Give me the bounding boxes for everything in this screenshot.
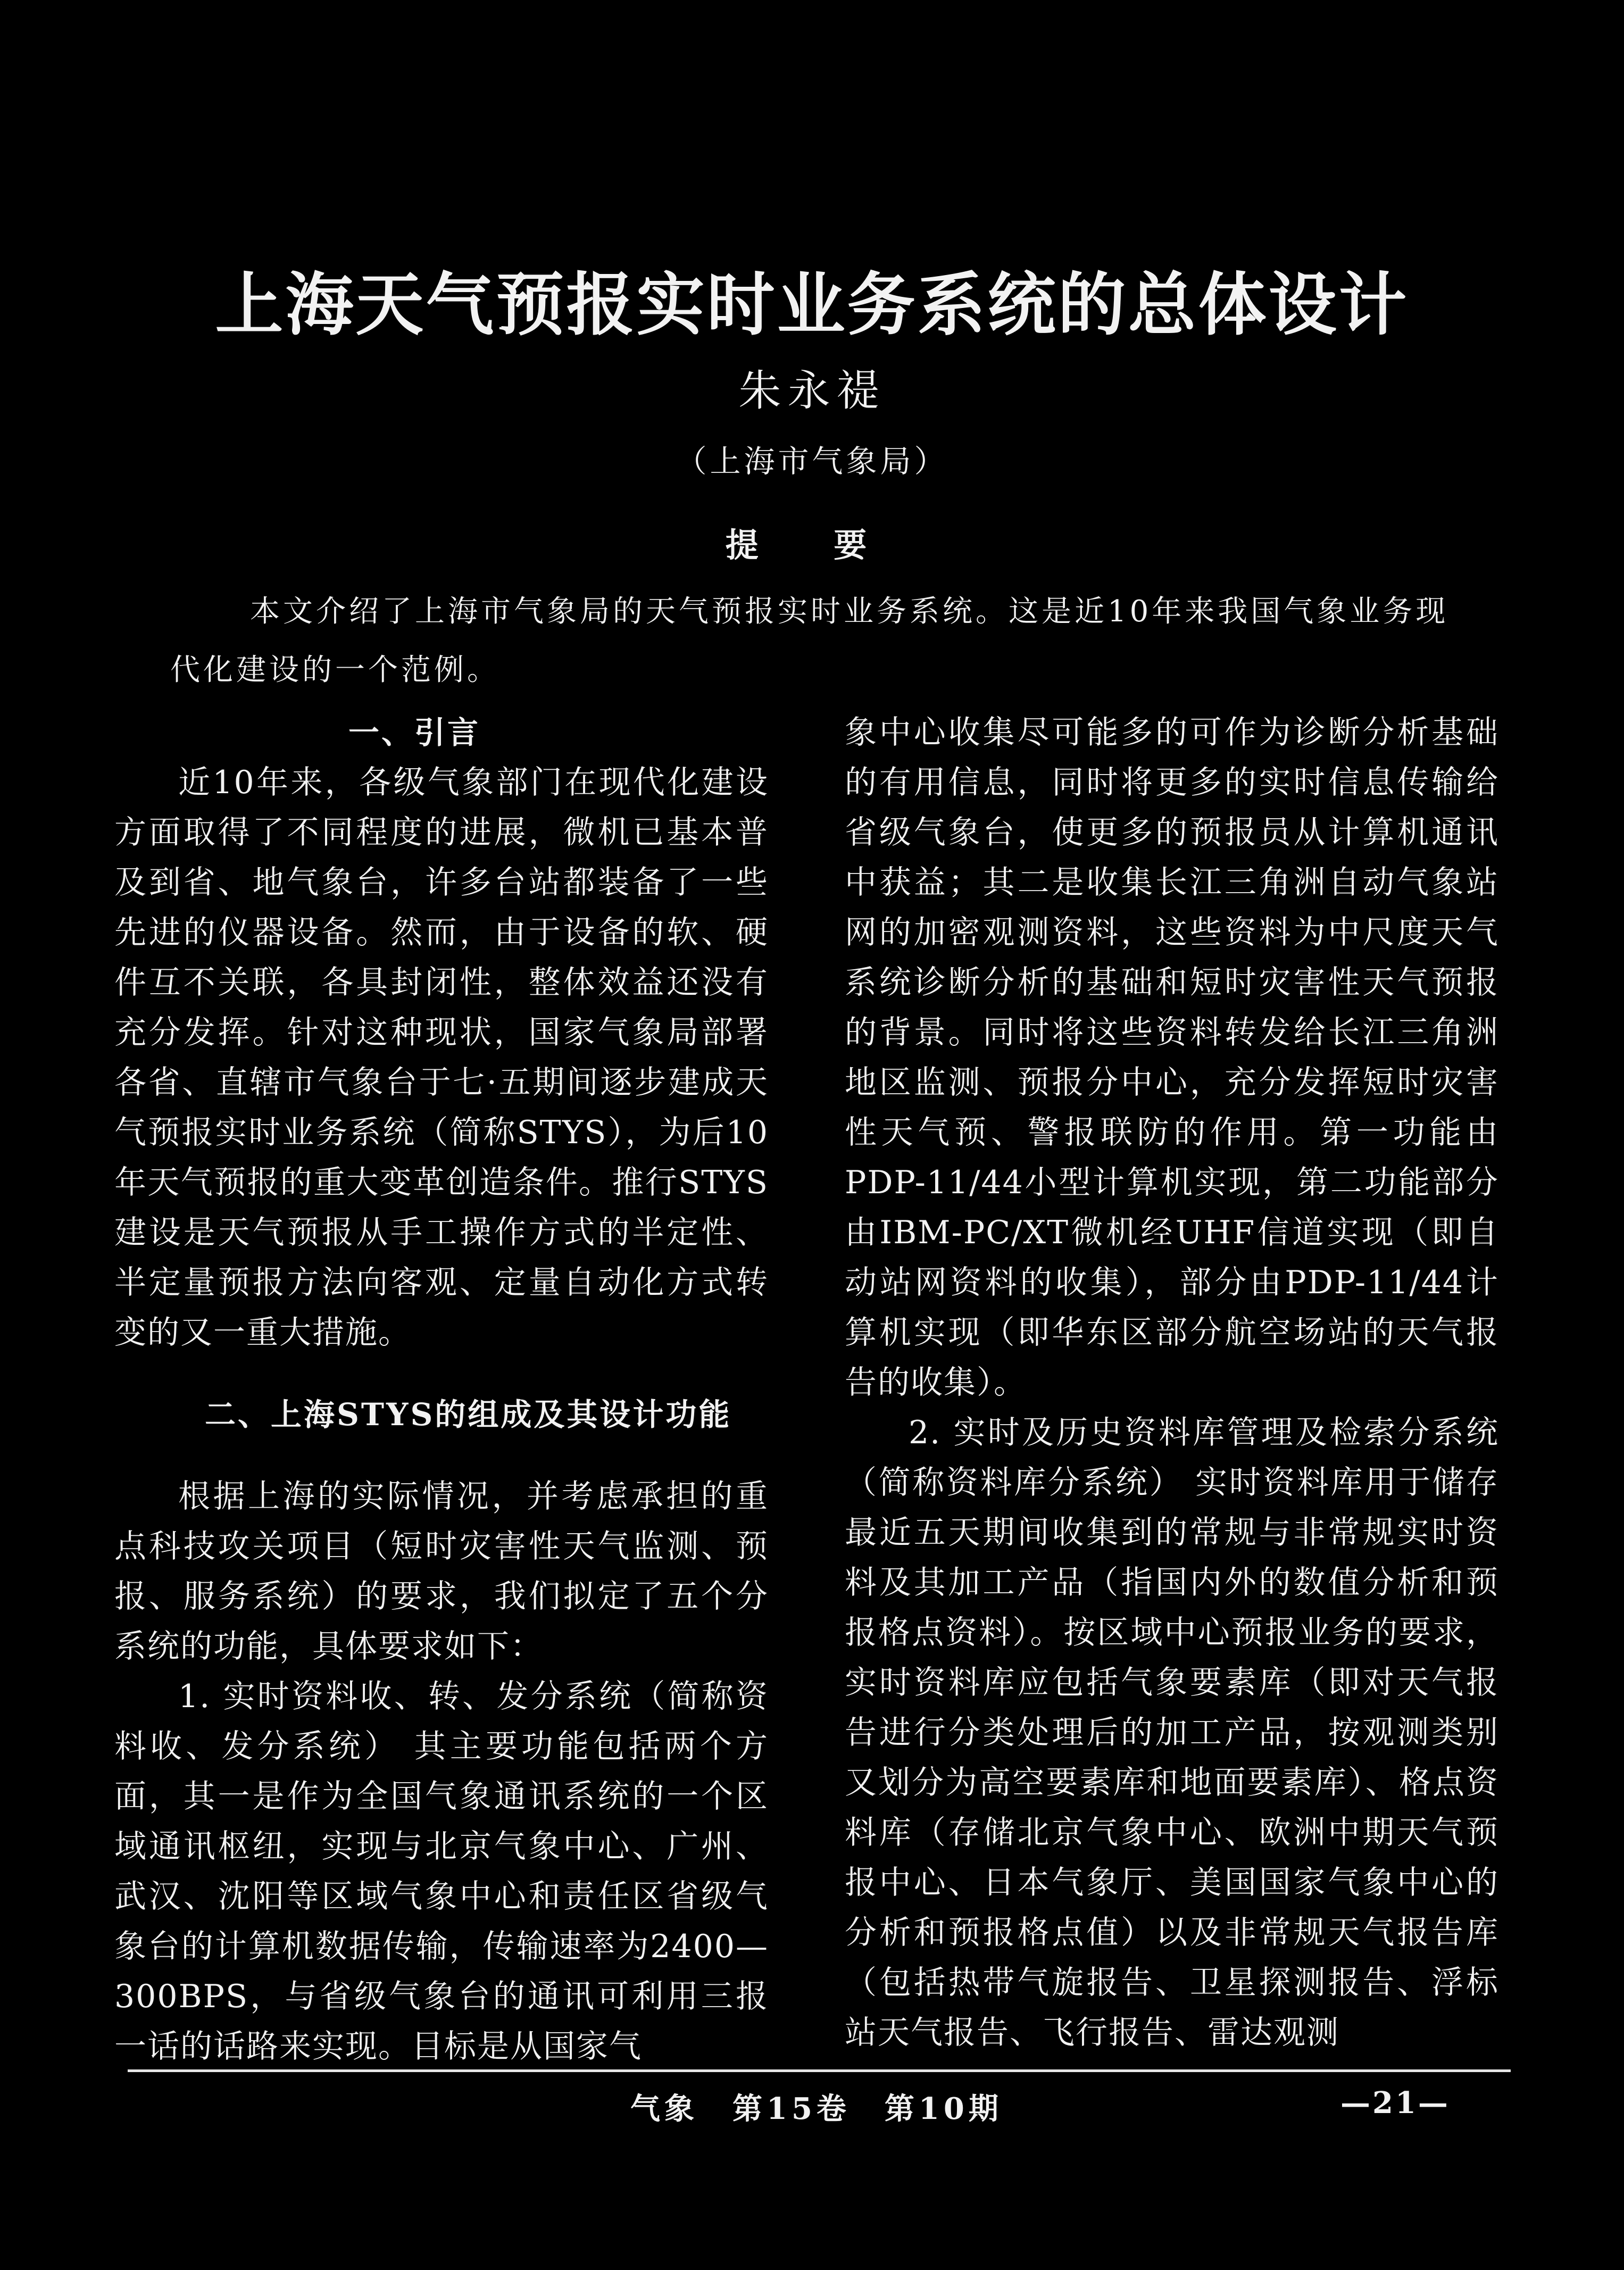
- journal-issue: 气象 第15卷 第10期: [630, 2091, 1003, 2126]
- section-2-paragraph-1: 根据上海的实际情况，并考虑承担的重点科技攻关项目（短时灾害性天气监测、预报、服务系统）的要求，我们拟定了五个分系统的功能，具体要求如下：: [114, 1478, 769, 1665]
- author-affiliation: （上海市气象局）: [676, 443, 948, 479]
- page-number: —21—: [1340, 2085, 1450, 2121]
- footer-divider: [128, 2069, 1511, 2072]
- right-column: [845, 708, 1499, 2058]
- section-2-paragraph-2: 1. 实时资料收、转、发分系统（简称资料收、发分系统） 其主要功能包括两个方面，其一是作为全国气象通讯系统的一个区域通讯枢纽，实现与北京气象中心、广州、武汉、沈阳等区域气象中心和责任区省级气象台的计算机数据传输，传输速率为2400—300BPS，与省级气象台的通讯可利用三报一话的话路来实现。目标是从国家气: [114, 1678, 769, 2065]
- section-1-heading: 一、引言: [348, 714, 481, 751]
- section-2-heading: 二、上海STYS的组成及其设计功能: [205, 1396, 732, 1433]
- abstract-text: 本文介绍了上海市气象局的天气预报实时业务系统。这是近10年来我国气象业务现代化建设的一个范例。: [170, 594, 1449, 687]
- right-paragraph-2: 2. 实时及历史资料库管理及检索分系统（简称资料库分系统） 实时资料库用于储存最近五天期间收集到的常规与非常规实时资料及其加工产品（指国内外的数值分析和预报格点资料）。按区域中心预报业务的要求，实时资料库应包括气象要素库（即对天气报告进行分类处理后的加工产品，按观测类别又划分为高空要素库和地面要素库）、格点资料库（存储北京气象中心、欧洲中期天气预报中心、日本气象厅、美国国家气象中心的分析和预报格点值）以及非常规天气报告库（包括热带气旋报告、卫星探测报告、浮标站天气报告、飞行报告、雷达观测: [845, 1414, 1499, 2051]
- abstract-heading: 提 要: [725, 526, 899, 564]
- left-column: [114, 708, 769, 2072]
- section-1-paragraph: 近10年来，各级气象部门在现代化建设方面取得了不同程度的进展，微机已基本普及到省、地气象台，许多台站都装备了一些先进的仪器设备。然而，由于设备的软、硬件互不关联，各具封闭性，整体效益还没有充分发挥。针对这种现状，国家气象局部署各省、直辖市气象台于七·五期间逐步建成天气预报实时业务系统（简称STYS），为后10年天气预报的重大变革创造条件。推行STYS建设是天气预报从手工操作方式的半定性、半定量预报方法向客观、定量自动化方式转变的又一重大措施。: [114, 764, 769, 1351]
- author-name: 朱永禔: [738, 366, 886, 415]
- article-title: 上海天气预报实时业务系统的总体设计: [215, 265, 1409, 345]
- right-paragraph-1: 象中心收集尽可能多的可作为诊断分析基础的有用信息，同时将更多的实时信息传输给省级气象台，使更多的预报员从计算机通讯中获益；其二是收集长江三角洲自动气象站网的加密观测资料，这些资料为中尺度天气系统诊断分析的基础和短时灾害性天气预报的背景。同时将这些资料转发给长江三角洲地区监测、预报分中心，充分发挥短时灾害性天气预、警报联防的作用。第一功能由PDP-11/44小型计算机实现，第二功能部分由IBM-PC/XT微机经UHF信道实现（即自动站网资料的收集），部分由PDP-11/44计算机实现（即华东区部分航空场站的天气报告的收集）。: [845, 714, 1499, 1401]
